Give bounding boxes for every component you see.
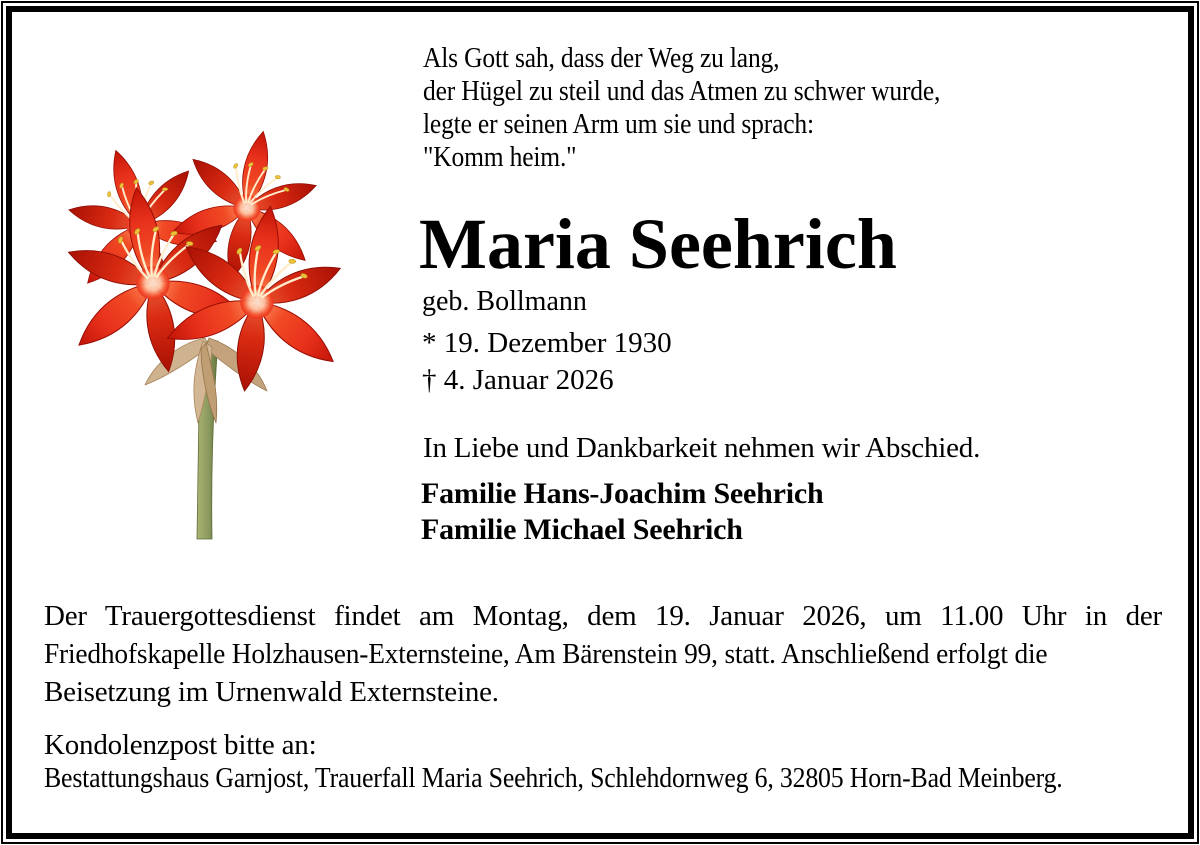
service-line: Friedhofskapelle Holzhausen-Externsteine, Am Bärenstein 99, statt. Anschließend erfolgt die (44, 638, 1048, 670)
verse-line: "Komm heim." (423, 141, 577, 173)
flower-illustration (53, 133, 353, 548)
condolence-address: Bestattungshaus Garnjost, Trauerfall Maria Seehrich, Schlehdornweg 6, 32805 Horn-Bad Meinberg. (44, 762, 1063, 794)
family-line: Familie Michael Seehrich (421, 513, 743, 546)
condolence-block (44, 729, 1188, 795)
family-line: Familie Hans-Joachim Seehrich (421, 477, 824, 510)
deceased-name: Maria Seehrich (419, 204, 897, 284)
verse-line: Als Gott sah, dass der Weg zu lang, (423, 42, 780, 74)
opening-verse (423, 42, 940, 174)
condolence-label: Kondolenzpost bitte an: (44, 729, 317, 761)
family-names (421, 476, 824, 548)
verse-line: legte er seinen Arm um sie und sprach: (423, 108, 814, 140)
service-line: Beisetzung im Urnenwald Externsteine. (44, 676, 499, 708)
birth-date-line: * 19. Dezember 1930 (422, 327, 672, 359)
farewell-line: In Liebe und Dankbarkeit nehmen wir Abschied. (423, 432, 981, 464)
service-line: Der Trauergottesdienst findet am Montag, dem 19. Januar 2026, um 11.00 Uhr in der (44, 600, 1162, 632)
death-date-line: † 4. Januar 2026 (422, 364, 614, 396)
maiden-name: geb. Bollmann (422, 286, 587, 317)
verse-line: der Hügel zu steil und das Atmen zu schwer wurde, (423, 75, 941, 107)
service-paragraph (44, 597, 1162, 711)
life-dates (422, 325, 672, 399)
